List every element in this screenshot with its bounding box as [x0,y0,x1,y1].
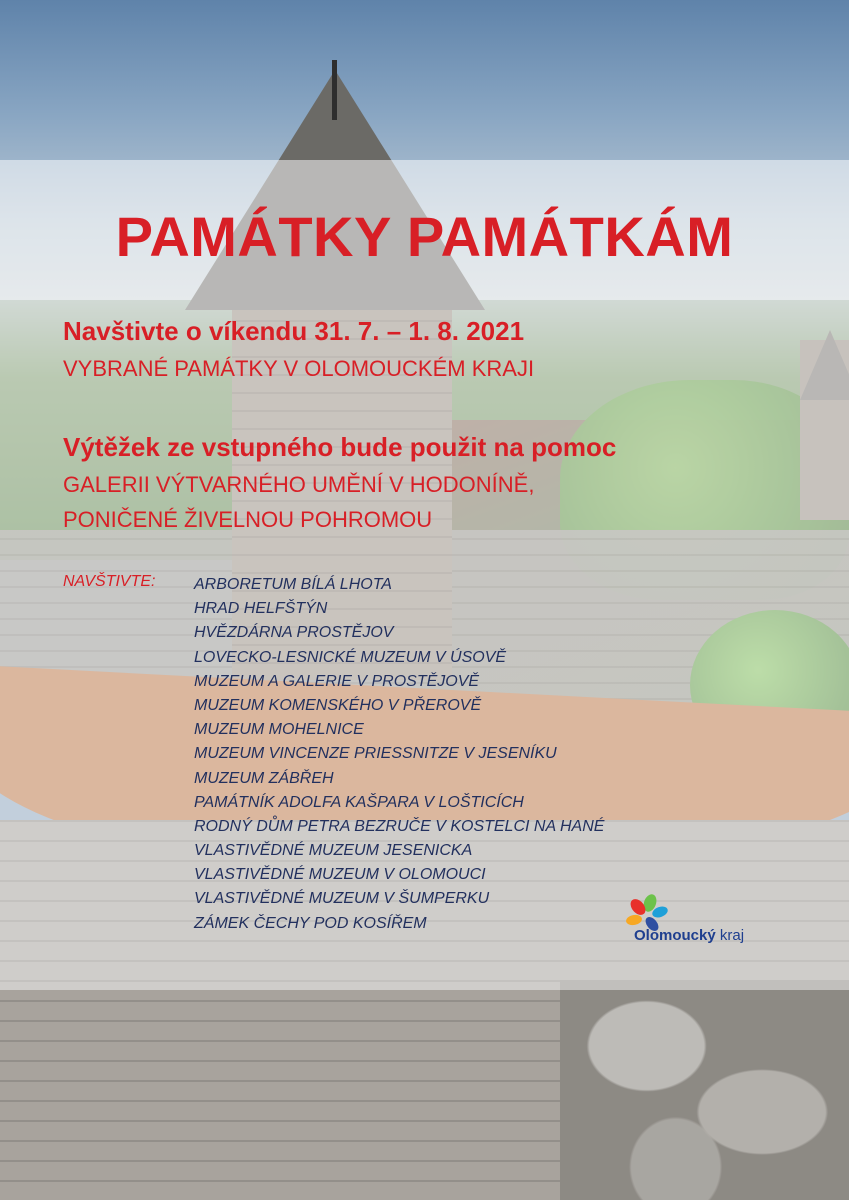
poster-title: PAMÁTKY PAMÁTKÁM [115,205,734,268]
monument-item: PAMÁTNÍK ADOLFA KAŠPARA V LOŠTICÍCH [194,793,524,811]
monument-item: MUZEUM KOMENSKÉHO V PŘEROVĚ [194,696,482,714]
monument-item: VLASTIVĚDNÉ MUZEUM JESENICKA [194,842,473,860]
monument-item: MUZEUM VINCENZE PRIESSNITZE V JESENÍKU [194,745,557,763]
monuments-list [194,573,604,936]
castle-tower-spire [332,60,337,120]
monument-item: MUZEUM MOHELNICE [194,721,364,739]
monument-item: RODNÝ DŮM PETRA BEZRUČE V KOSTELCI NA HANÉ [194,817,605,835]
monument-item: HVĚZDÁRNA PROSTĚJOV [194,624,394,642]
monument-item: ARBORETUM BÍLÁ LHOTA [194,576,392,593]
monument-item: ZÁMEK ČECHY POD KOSÍŘEM [194,914,427,932]
logo-wordmark [634,927,744,944]
logo-word-kraj: kraj [719,927,745,944]
monument-item: VLASTIVĚDNÉ MUZEUM V ŠUMPERKU [194,890,490,908]
monument-item: MUZEUM ZÁBŘEH [194,769,334,787]
olomoucky-kraj-logo [612,893,762,953]
monument-item: HRAD HELFŠTÝN [194,600,328,618]
logo-word-olomoucky: Olomoucký [634,927,716,944]
monument-item: MUZEUM A GALERIE V PROSTĚJOVĚ [194,672,480,690]
monuments-label: NAVŠTIVTE: [63,573,156,590]
visit-subtitle: VYBRANÉ PAMÁTKY V OLOMOUCKÉM KRAJI [63,356,535,381]
monument-item: VLASTIVĚDNÉ MUZEUM V OLOMOUCI [194,866,486,884]
proceeds-line-2: PONIČENÉ ŽIVELNOU POHROMOU [63,507,433,532]
proceeds-line-1: GALERII VÝTVARNÉHO UMĚNÍ V HODONÍNĚ, [63,472,535,497]
visit-date-line: Navštivte o víkendu 31. 7. – 1. 8. 2021 [63,316,525,346]
proceeds-headline: Výtěžek ze vstupného bude použit na pomoc [63,432,617,462]
lower-overlay [0,990,849,1200]
monument-item: LOVECKO-LESNICKÉ MUZEUM V ÚSOVĚ [194,648,507,666]
